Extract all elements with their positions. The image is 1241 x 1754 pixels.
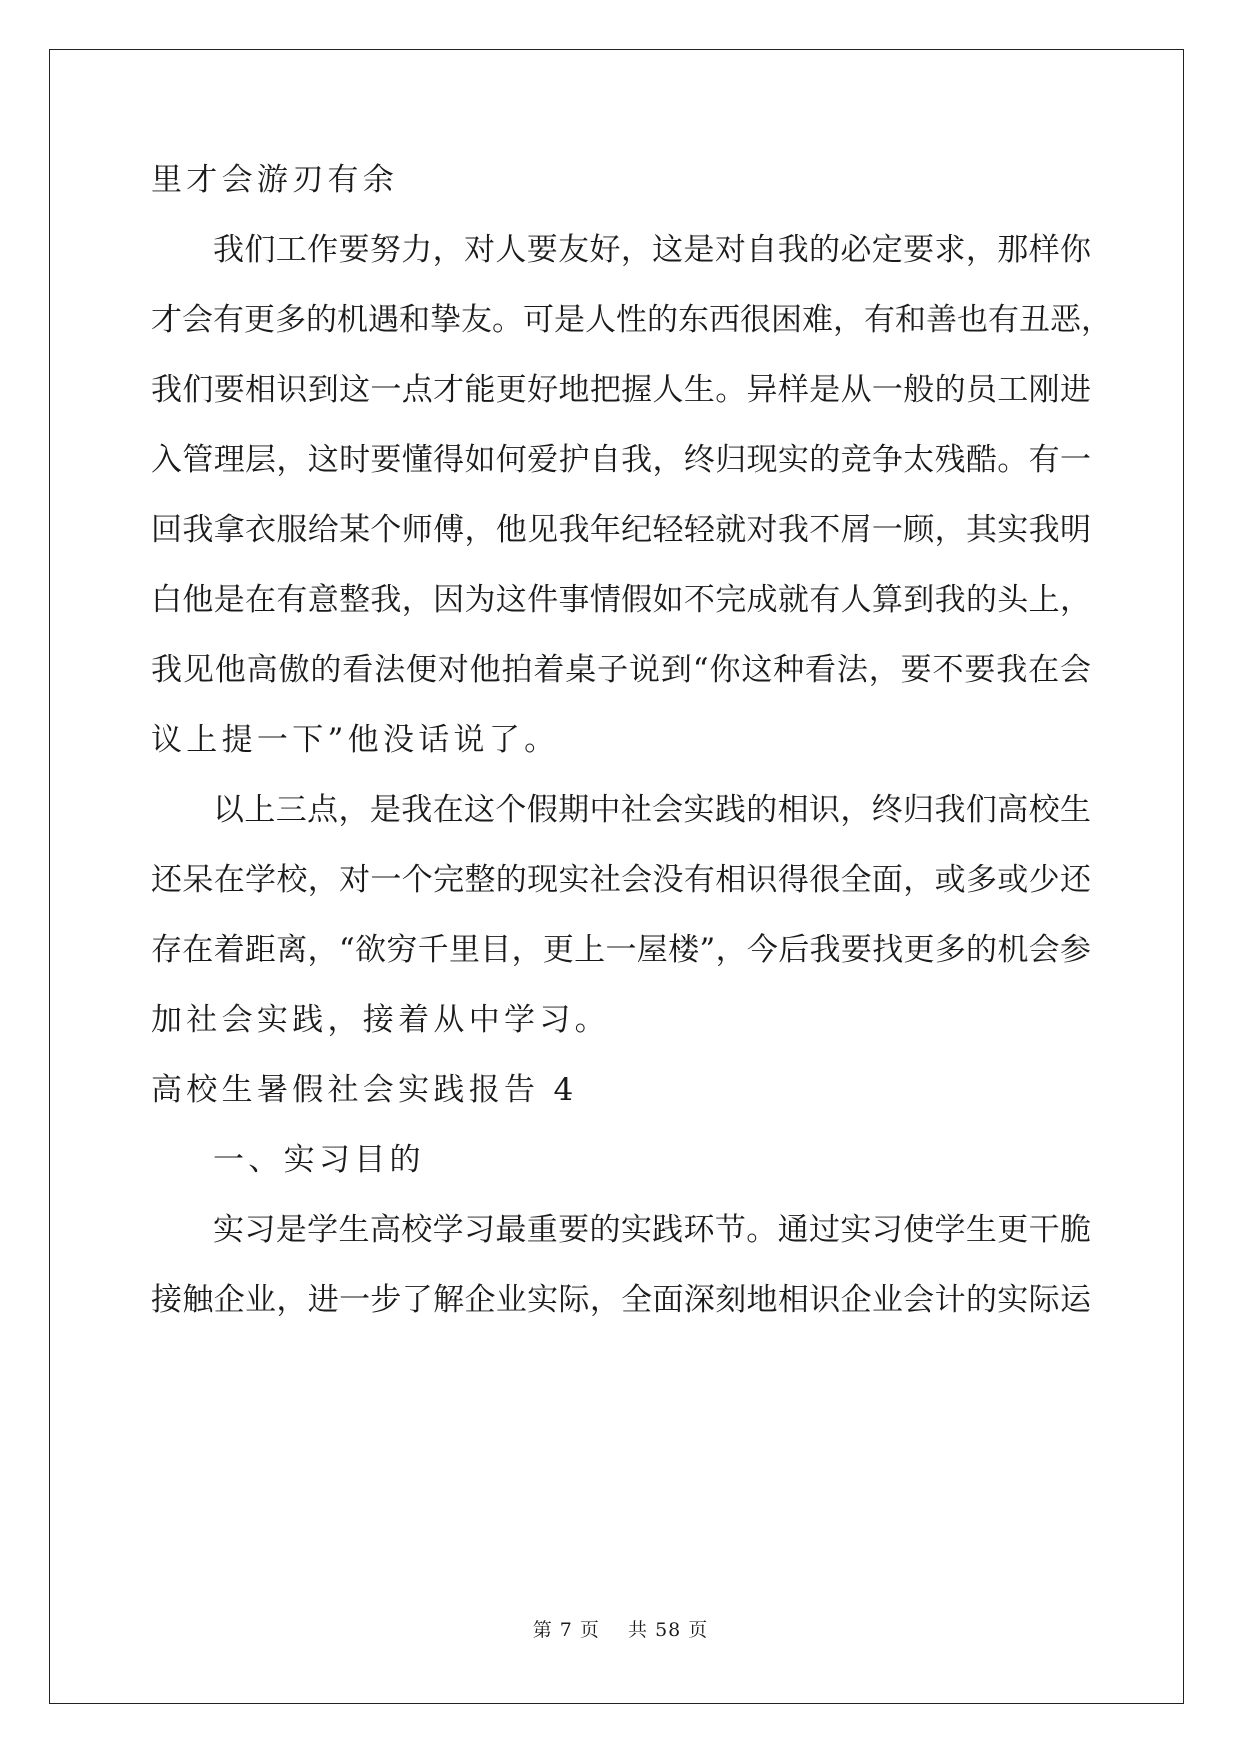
text-line: 我见他高傲的看法便对他拍着桌子说到“你这种看法，要不要我在会 (151, 652, 1091, 688)
page-number-footer: 第 7 页 共 58 页 (532, 1619, 709, 1641)
subsection-heading: 一、实习目的 (213, 1142, 425, 1178)
text-line: 实习是学生高校学习最重要的实践环节。通过实习使学生更干脆 (213, 1212, 1091, 1248)
text-line: 还呆在学校，对一个完整的现实社会没有相识得很全面，或多或少还 (151, 862, 1091, 898)
text-line: 我们要相识到这一点才能更好地把握人生。异样是从一般的员工刚进 (151, 372, 1091, 408)
text-line: 存在着距离，“欲穷千里目，更上一屋楼”，今后我要找更多的机会参 (151, 932, 1091, 968)
text-line: 我们工作要努力，对人要友好，这是对自我的必定要求，那样你 (213, 232, 1091, 268)
text-line: 入管理层，这时要懂得如何爱护自我，终归现实的竞争太残酷。有一 (151, 442, 1091, 478)
text-line: 加社会实践，接着从中学习。 (151, 1002, 610, 1038)
section-heading: 高校生暑假社会实践报告 4 (151, 1072, 578, 1108)
text-line: 接触企业，进一步了解企业实际，全面深刻地相识企业会计的实际运 (151, 1282, 1091, 1318)
text-line: 回我拿衣服给某个师傅，他见我年纪轻轻就对我不屑一顾，其实我明 (151, 512, 1091, 548)
text-line: 白他是在有意整我，因为这件事情假如不完成就有人算到我的头上， (151, 582, 1091, 618)
text-line: 议上提一下”他没话说了。 (151, 722, 560, 758)
text-line: 才会有更多的机遇和挚友。可是人性的东西很困难，有和善也有丑恶， (151, 302, 1112, 338)
text-line: 里才会游刃有余 (151, 162, 399, 198)
text-line: 以上三点，是我在这个假期中社会实践的相识，终归我们高校生 (213, 792, 1091, 828)
